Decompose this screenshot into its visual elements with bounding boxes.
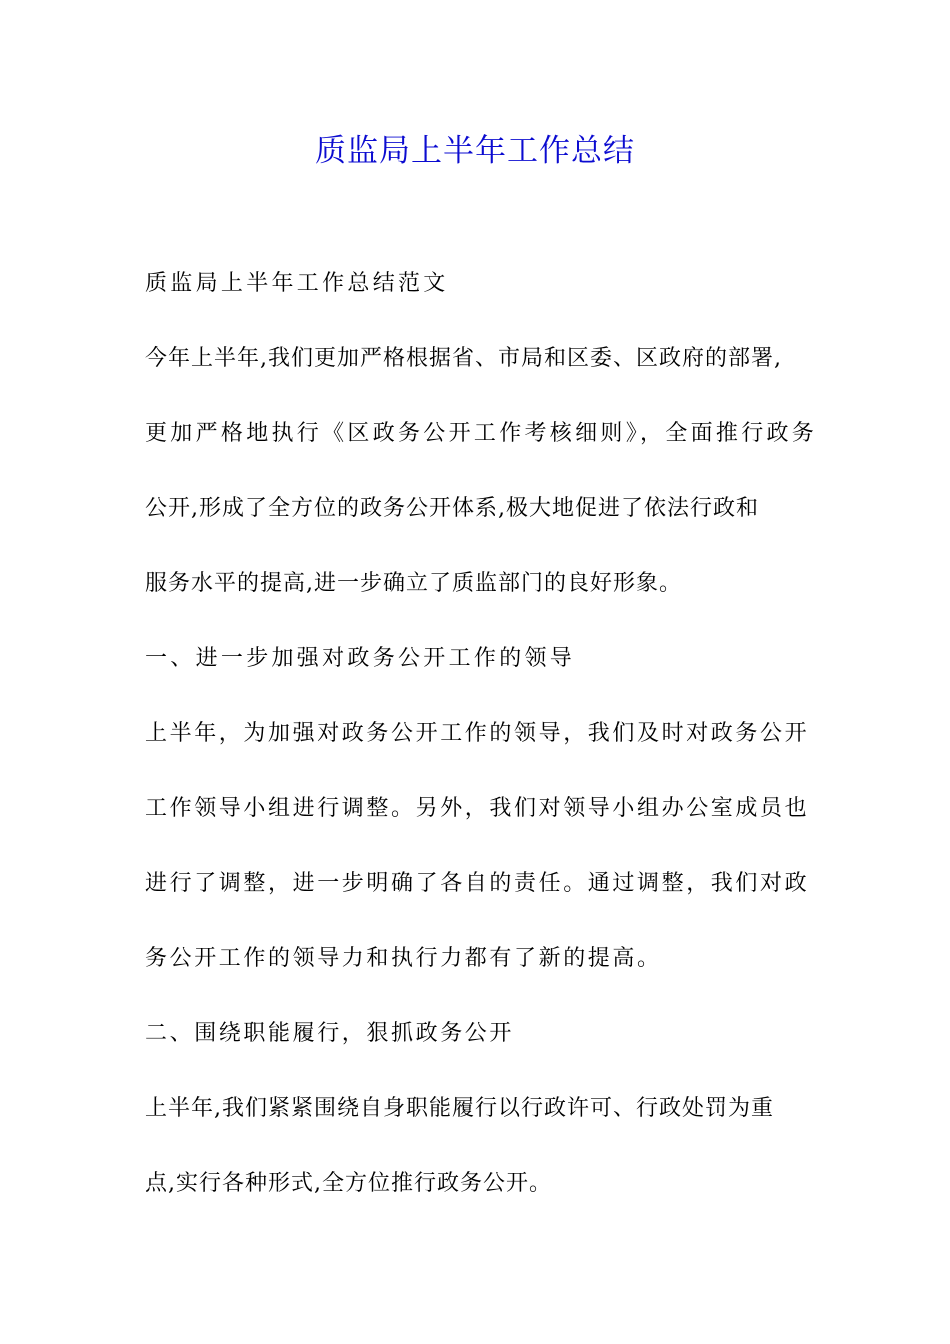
paragraph-line: 工作领导小组进行调整。另外，我们对领导小组办公室成员也 [145, 796, 810, 821]
paragraph-line: 点,实行各种形式,全方位推行政务公开。 [145, 1171, 552, 1196]
paragraph-line: 今年上半年,我们更加严格根据省、市局和区委、区政府的部署, [145, 346, 782, 371]
section-heading-1: 一、进一步加强对政务公开工作的领导 [145, 646, 576, 671]
paragraph-line: 进行了调整，进一步明确了各自的责任。通过调整，我们对政 [145, 871, 810, 896]
paragraph-line: 上半年,我们紧紧围绕自身职能履行以行政许可、行政处罚为重 [145, 1096, 774, 1121]
paragraph-line: 上半年，为加强对政务公开工作的领导，我们及时对政务公开 [145, 721, 810, 746]
paragraph-line: 更加严格地执行《区政务公开工作考核细则》，全面推行政务 [145, 421, 818, 446]
paragraph-line: 务公开工作的领导力和执行力都有了新的提高。 [145, 946, 662, 971]
section-heading-2: 二、围绕职能履行，狠抓政务公开 [145, 1021, 515, 1046]
paragraph-line: 服务水平的提高,进一步确立了质监部门的良好形象。 [145, 571, 682, 596]
subtitle-line: 质监局上半年工作总结范文 [145, 271, 449, 296]
paragraph-line: 公开,形成了全方位的政务公开体系,极大地促进了依法行政和 [145, 496, 759, 521]
document-title: 质监局上半年工作总结 [315, 133, 635, 169]
